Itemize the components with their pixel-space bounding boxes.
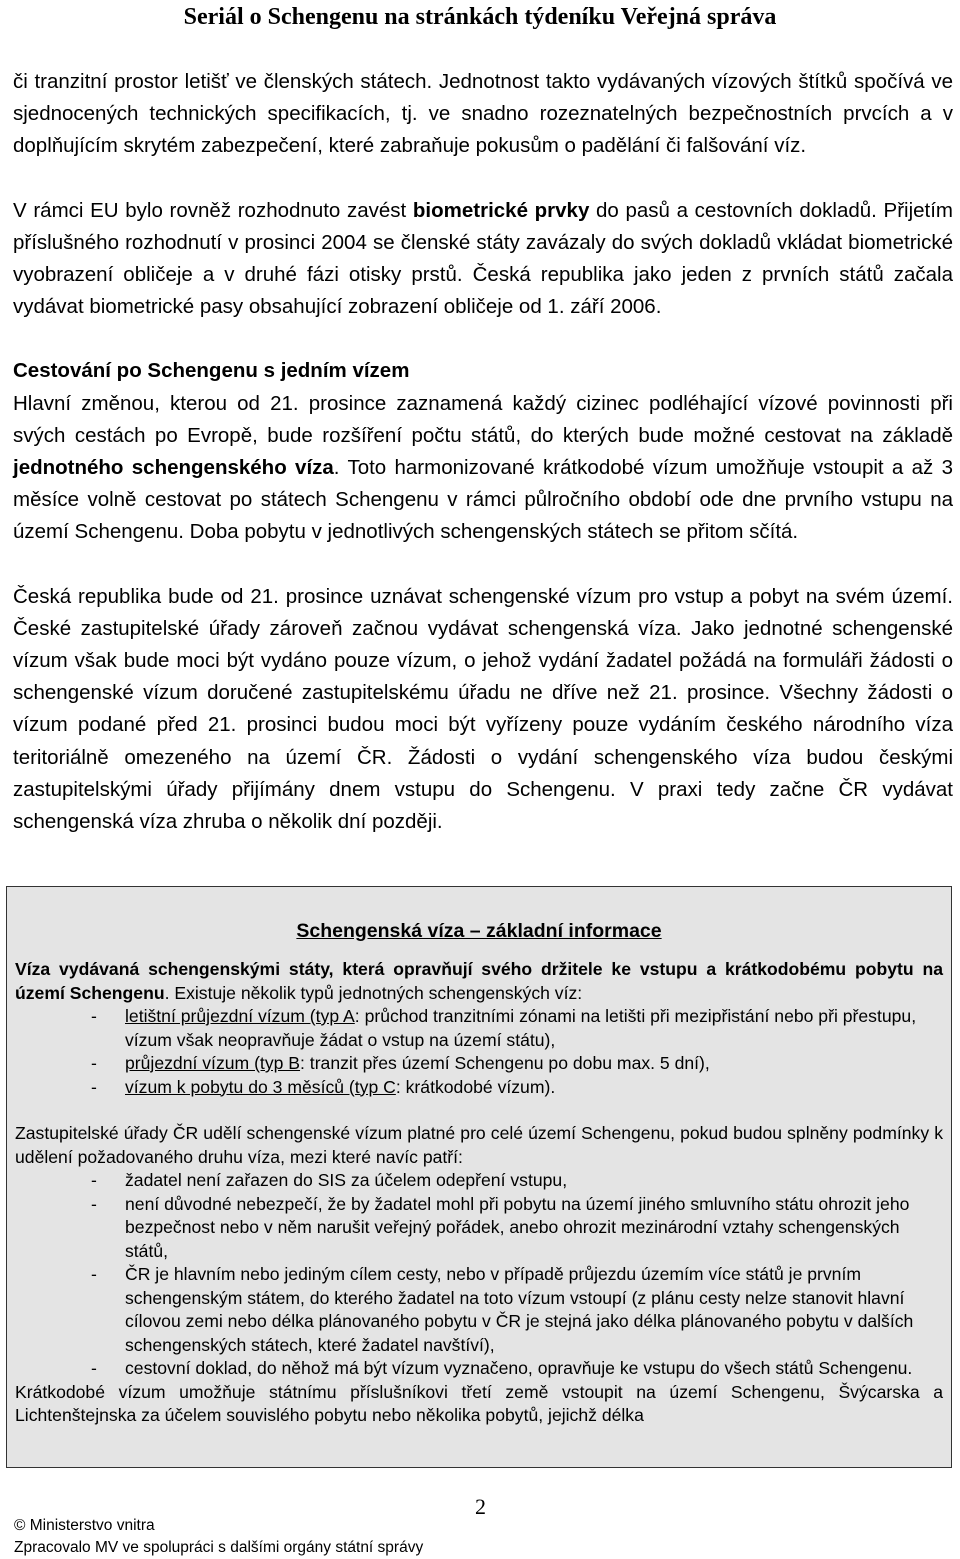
article-body	[13, 66, 953, 838]
info-box-title: Schengenská víza – základní informace	[296, 920, 662, 942]
visa-type-list	[15, 1005, 943, 1099]
running-header: Seriál o Schengenu na stránkách týdeníku Veřejná správa	[183, 4, 777, 30]
page-number: 2	[475, 1494, 486, 1519]
condition-item: - není důvodné nebezpečí, že by žadatel mohl při pobytu na území jiného smluvního státu ohrozit jeho bezpečnost nebo v něm narušit veřejný pořádek, anebo ohrozit mezinárodní vztahy schengenských států,	[91, 1193, 910, 1261]
conditions-intro: Zastupitelské úřady ČR udělí schengenské vízum platné pro celé území Schengenu, pokud budou splněny podmínky k udělení požadovaného druhu víza, mezi které navíc patří:	[15, 1123, 943, 1167]
info-box-closing: Krátkodobé vízum umožňuje státnímu příslušníkovi třetí země vstoupit na území Schengenu, Švýcarska a Lichtenštejnska za účelem souvislého pobytu nebo několika pobytů, jejichž délka	[15, 1381, 943, 1425]
biometric-emphasis: biometrické prvky	[412, 198, 590, 222]
section-paragraph-1: Hlavní změnou, kterou od 21. prosince zaznamená každý cizinec podléhající vízové povinnosti při svých cestách po Evropě, bude rozšíření počtu států, do kterých bude možné cestovat na základě jednotného schengenského víza. Toto harmonizované krátkodobé vízum umožňuje vstoupit a až 3 měsíce volně cestovat po státech Schengenu v rámci půlročního období ode dne prvního vstupu na území Schengenu. Doba pobytu v jednotlivých schengenských státech se přitom sčítá.	[13, 391, 954, 544]
condition-item: - žadatel není zařazen do SIS za účelem odepření vstupu,	[91, 1170, 568, 1190]
visa-type-item: - letištní průjezdní vízum (typ A: průchod tranzitními zónami na letišti při mezipřistání nebo při přestupu, vízum však neopravňuje žádat o vstup na území státu),	[91, 1006, 917, 1050]
footer-copyright: © Ministerstvo vnitra	[14, 1517, 155, 1534]
intro-paragraph-1: či tranzitní prostor letišť ve členských státech. Jednotnost takto vydávaných vízových štítků spočívá ve sjednocených technických specifikacích, tj. ve snadno rozeznatelných bezpečnostních prvcích a v doplňujícím skrytém zabezpečení, které zabraňuje pokusům o padělání či falšování víz.	[13, 70, 953, 158]
intro-paragraph-2: V rámci EU bylo rovněž rozhodnuto zavést biometrické prvky do pasů a cestovních dokladů. Přijetím příslušného rozhodnutí v prosinci 2004 se členské státy zavázaly do svých dokladů vkládat biometrické vyobrazení obličeje a v druhé fázi otisky prstů. Česká republika jako jeden z prvních států začala vydávat biometrické pasy obsahující zobrazení obličeje od 1. září 2006.	[13, 198, 954, 319]
visa-emphasis: jednotného schengenského víza	[13, 456, 334, 480]
visa-type-item: - průjezdní vízum (typ B: tranzit přes území Schengenu po dobu max. 5 dní),	[91, 1053, 710, 1073]
visa-type-item: - vízum k pobytu do 3 měsíců (typ C: krátkodobé vízum).	[91, 1076, 556, 1097]
info-box-intro: Víza vydávaná schengenskými státy, která opravňují svého držitele ke vstupu a krátkodobému pobytu na území Schengenu. Existuje několik typů jednotných schengenských víz:	[15, 959, 943, 1003]
section-heading: Cestování po Schengenu s jedním vízem	[13, 359, 410, 383]
footer-credit: Zpracovalo MV ve spolupráci s dalšími orgány státní správy	[14, 1539, 424, 1556]
section-paragraph-2: Česká republika bude od 21. prosince uznávat schengenské vízum pro vstup a pobyt na svém území. České zastupitelské úřady zároveň začnou vydávat schengenská víza. Jako jednotné schengenské vízum však bude moci být vydáno pouze vízum, o jehož vydání žadatel požádá na formuláři žádosti o schengenské vízum doručené zastupitelskému úřadu ne dříve než 21. prosince. Všechny žádosti o vízum podané před 21. prosinci budou moci být vyřízeny pouze vydáním českého národního víza teritoriálně omezeného na území ČR. Žádosti o vydání schengenského víza budou českými zastupitelskými úřady přijímány dnem vstupu do Schengenu. V praxi tedy začne ČR vydávat schengenská víza zhruba o několik dní později.	[13, 584, 953, 834]
footer	[14, 1515, 423, 1559]
info-box	[6, 886, 952, 1468]
condition-item: - cestovní doklad, do něhož má být vízum vyznačeno, opravňuje ke vstupu do všech států Schengenu.	[91, 1358, 913, 1378]
conditions-list	[15, 1169, 943, 1381]
condition-item: - ČR je hlavním nebo jediným cílem cesty, nebo v případě průjezdu územím více států je prvním schengenským státem, do kterého žadatel na toto vízum vstoupí (z plánu cesty nelze stanovit hlavní cílovou zemi nebo délka plánovaného pobytu v ČR je stejná jako délka plánovaného pobytu v dalších schengenských státech, které žadatel navštíví),	[91, 1264, 914, 1355]
